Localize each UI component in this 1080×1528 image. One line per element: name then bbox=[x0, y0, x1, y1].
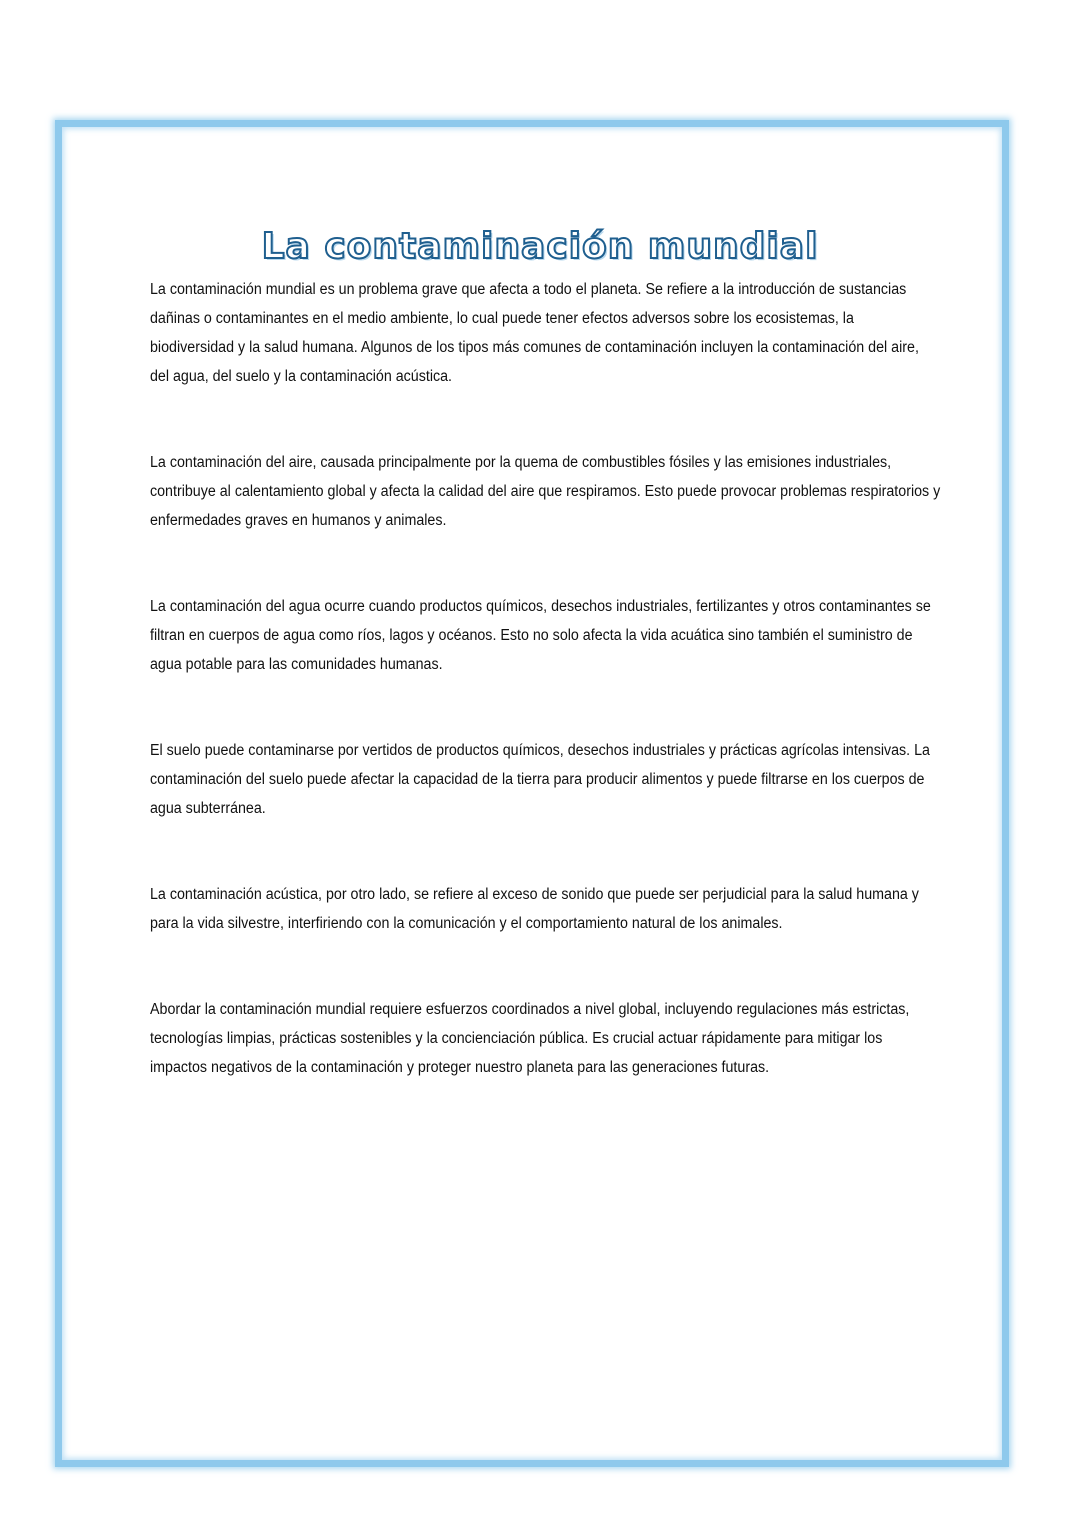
paragraph-noise-pollution: La contaminación acústica, por otro lado, se refiere al exceso de sonido que puede ser perjudicial para la salud humana y para la vida silvestre, interfiriendo con la comunicación y el comportamiento natural de los animales. bbox=[150, 886, 919, 932]
paragraph-air-pollution: La contaminación del aire, causada principalmente por la quema de combustibles fósiles y las emisiones industriales, contribuye al calentamiento global y afecta la calidad del aire que respiramos. Esto puede provocar problemas respiratorios y enfermedades graves en humanos y animales. bbox=[150, 454, 941, 529]
document-body bbox=[150, 275, 950, 1139]
paragraph-intro: La contaminación mundial es un problema grave que afecta a todo el planeta. Se refiere a la introducción de sustancias dañinas o contaminantes en el medio ambiente, lo cual puede tener efectos adversos sobre los ecosistemas, la biodiversidad y la salud humana. Algunos de los tipos más comunes de contaminación incluyen la contaminación del aire, del agua, del suelo y la contaminación acústica. bbox=[150, 281, 919, 385]
document-title: La contaminación mundial bbox=[261, 226, 819, 268]
paragraph-soil-pollution: El suelo puede contaminarse por vertidos de productos químicos, desechos industriales y prácticas agrícolas intensivas. La contaminación del suelo puede afectar la capacidad de la tierra para producir alimentos y puede filtrarse en los cuerpos de agua subterránea. bbox=[150, 742, 930, 817]
paragraph-water-pollution: La contaminación del agua ocurre cuando productos químicos, desechos industriales, fertilizantes y otros contaminantes se filtran en cuerpos de agua como ríos, lagos y océanos. Esto no solo afecta la vida acuática sino también el suministro de agua potable para las comunidades humanas. bbox=[150, 598, 931, 673]
paragraph-conclusion: Abordar la contaminación mundial requiere esfuerzos coordinados a nivel global, incluyendo regulaciones más estrictas, tecnologías limpias, prácticas sostenibles y la concienciación pública. Es crucial actuar rápidamente para mitigar los impactos negativos de la contaminación y proteger nuestro planeta para las generaciones futuras. bbox=[150, 1001, 910, 1076]
